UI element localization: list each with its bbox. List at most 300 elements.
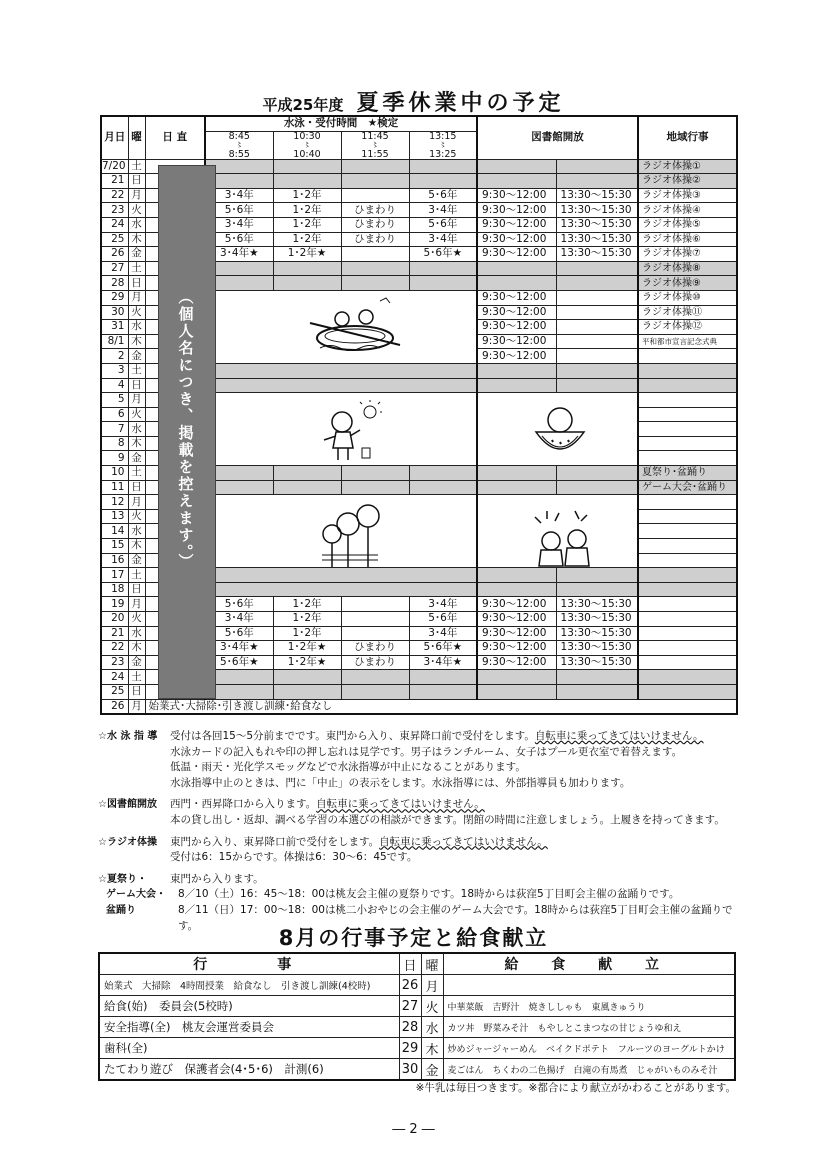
note-row xyxy=(98,729,738,745)
swim-closed-cell xyxy=(205,378,477,393)
local-event xyxy=(638,641,737,656)
row-date: 17 xyxy=(101,568,128,583)
note-warning: 自転車に乗ってきてはいけません。 xyxy=(316,798,485,811)
note-line: 西門・西昇降口から入ります。 xyxy=(170,798,317,811)
local-event: 平和都市宣言記念式典 xyxy=(638,334,737,349)
swim-slot: 5･6年★ xyxy=(205,655,273,670)
library-morning xyxy=(477,480,556,495)
row-dow: 日 xyxy=(128,276,145,291)
swim-slot: 3･4年★ xyxy=(409,655,477,670)
library-afternoon xyxy=(556,305,638,320)
library-afternoon: 13:30～15:30 xyxy=(556,217,638,232)
row-dow: 月 xyxy=(128,495,145,510)
note-row xyxy=(98,813,738,829)
slot-end: 11:55 xyxy=(361,148,389,160)
library-afternoon xyxy=(556,159,638,174)
library-morning: 9:30～12:00 xyxy=(477,217,556,232)
header-event: 行 事 xyxy=(99,953,399,975)
row-dow: 水 xyxy=(128,524,145,539)
swim-slot: 1･2年 xyxy=(273,203,341,218)
local-event xyxy=(638,407,737,422)
row-date: 8/1 xyxy=(101,334,128,349)
header-menu: 給 食 献 立 xyxy=(443,953,735,975)
local-event xyxy=(638,553,737,568)
row-date: 31 xyxy=(101,320,128,335)
library-morning: 9:30～12:00 xyxy=(477,612,556,627)
row-dow: 月 xyxy=(128,290,145,305)
boat-kids-illustration xyxy=(300,293,410,358)
swim-slot xyxy=(273,670,341,685)
row-dow: 月 xyxy=(128,699,145,714)
header-slot xyxy=(205,131,273,159)
note-label xyxy=(98,850,170,866)
row-dow: 土 xyxy=(128,261,145,276)
note-label xyxy=(98,745,170,761)
swim-slot: 5･6年 xyxy=(205,626,273,641)
lunch-menu: 麦ごはん ちくわの二色揚げ 白滝の有馬煮 じゃがいものみそ汁 xyxy=(443,1059,735,1081)
note-label: 盆踊り xyxy=(106,904,136,916)
swim-slot xyxy=(409,159,477,174)
swim-slot: 3･4年 xyxy=(205,188,273,203)
note-label: ☆ラジオ体操 xyxy=(98,836,157,848)
library-morning xyxy=(477,276,556,291)
swim-slot xyxy=(341,684,409,699)
swim-slot: 5･6年★ xyxy=(409,247,477,262)
swim-slot: ひまわり xyxy=(341,203,409,218)
swim-slot xyxy=(341,626,409,641)
swim-slot xyxy=(409,276,477,291)
row-date: 24 xyxy=(101,217,128,232)
slot-tilde: 〻 xyxy=(371,140,379,149)
title-main: 夏季休業中の予定 xyxy=(356,91,565,116)
row-date: 3 xyxy=(101,363,128,378)
swim-slot xyxy=(341,597,409,612)
library-afternoon xyxy=(556,276,638,291)
library-afternoon xyxy=(556,334,638,349)
swim-slot: 1･2年 xyxy=(273,232,341,247)
swim-slot: 3･4年★ xyxy=(205,641,273,656)
library-afternoon xyxy=(556,290,638,305)
row-dow: 火 xyxy=(128,203,145,218)
note-row xyxy=(98,797,738,813)
note-line: 低温・雨天・光化学スモッグなどで水泳指導が中止になることがあります。 xyxy=(170,761,526,774)
note-line: 水泳カードの記入もれや印の押し忘れは見学です。男子はランチルーム、女子はプール更衣室で着替えます。 xyxy=(170,745,683,758)
local-event xyxy=(638,539,737,554)
note-row xyxy=(98,776,738,792)
local-event xyxy=(638,684,737,699)
library-afternoon xyxy=(556,670,638,685)
row-date: 30 xyxy=(101,305,128,320)
note-text xyxy=(170,776,738,792)
swim-slot: 3･4年 xyxy=(205,612,273,627)
page-title xyxy=(0,86,827,117)
note-row xyxy=(98,835,738,851)
row-dow: 火 xyxy=(128,509,145,524)
slot-end: 8:55 xyxy=(228,148,250,160)
header-slot xyxy=(273,131,341,159)
swim-slot: 3･4年★ xyxy=(205,247,273,262)
lunch-menu: 中華菜飯 吉野汁 焼きししゃも 東風きゅうり xyxy=(443,996,735,1017)
swim-slot xyxy=(341,612,409,627)
note-text xyxy=(170,813,738,829)
library-afternoon xyxy=(556,582,638,597)
swim-slot: 3･4年 xyxy=(409,203,477,218)
note-warning: 自転車に乗ってきてはいけません。 xyxy=(379,835,548,848)
note-label: ☆水 泳 指 導 xyxy=(98,731,158,742)
row-date: 8 xyxy=(101,436,128,451)
note-line: 受付は各回15～5分前までです。東門から入り、東昇降口前で受付をします。 xyxy=(170,730,535,742)
header-slot xyxy=(341,131,409,159)
local-event xyxy=(638,393,737,408)
local-event: ゲーム大会･盆踊り xyxy=(638,480,737,495)
lunch-day: 29 xyxy=(399,1038,421,1059)
swim-slot: 1･2年 xyxy=(273,597,341,612)
swim-slot: 5･6年 xyxy=(409,612,477,627)
row-date: 26 xyxy=(101,699,128,714)
row-dow: 土 xyxy=(128,363,145,378)
note-line: 受付は6：15からです。体操は6：30～6：45です。 xyxy=(170,851,418,864)
local-event: ラジオ体操⑥ xyxy=(638,232,737,247)
library-morning xyxy=(477,261,556,276)
slot-start: 10:30 xyxy=(293,131,321,142)
row-date: 22 xyxy=(101,641,128,656)
row-dow: 水 xyxy=(128,320,145,335)
row-date: 16 xyxy=(101,553,128,568)
lunch-dow: 木 xyxy=(421,1038,443,1059)
swim-slot: ひまわり xyxy=(341,232,409,247)
row-dow: 火 xyxy=(128,305,145,320)
library-afternoon xyxy=(556,480,638,495)
row-dow: 火 xyxy=(128,407,145,422)
row-date: 21 xyxy=(101,626,128,641)
library-morning: 9:30～12:00 xyxy=(477,232,556,247)
library-morning xyxy=(477,174,556,189)
library-morning xyxy=(477,684,556,699)
note-line: 8／10（土）16：45～18：00は桃友会主催の夏祭りです。18時からは荻窪5丁目町会主催の盆踊りです。 xyxy=(178,888,680,901)
swim-slot xyxy=(273,159,341,174)
row-dow: 日 xyxy=(128,684,145,699)
library-morning xyxy=(477,670,556,685)
note-row xyxy=(98,760,738,776)
swim-slot xyxy=(341,261,409,276)
local-event xyxy=(638,349,737,364)
library-morning: 9:30～12:00 xyxy=(477,320,556,335)
row-dow: 土 xyxy=(128,568,145,583)
header-duty: 日 直 xyxy=(145,116,205,159)
local-event: ラジオ体操④ xyxy=(638,203,737,218)
library-afternoon: 13:30～15:30 xyxy=(556,626,638,641)
lunch-row xyxy=(99,1017,735,1038)
local-event xyxy=(638,670,737,685)
swim-slot: 3･4年 xyxy=(205,217,273,232)
swim-slot: 1･2年★ xyxy=(273,247,341,262)
row-date: 13 xyxy=(101,509,128,524)
row-dow: 日 xyxy=(128,378,145,393)
header-day: 日 xyxy=(399,953,421,975)
row-date: 19 xyxy=(101,597,128,612)
note-label: ☆夏祭り・ xyxy=(98,873,147,885)
swim-slot: 1･2年 xyxy=(273,217,341,232)
note-row xyxy=(98,872,738,888)
row-dow: 水 xyxy=(128,626,145,641)
swim-slot xyxy=(341,466,409,481)
row-dow: 日 xyxy=(128,582,145,597)
row-dow: 木 xyxy=(128,436,145,451)
row-dow: 木 xyxy=(128,232,145,247)
library-afternoon xyxy=(556,378,638,393)
lunch-dow: 月 xyxy=(421,975,443,996)
row-dow: 木 xyxy=(128,641,145,656)
library-morning: 9:30～12:00 xyxy=(477,334,556,349)
local-event xyxy=(638,582,737,597)
row-dow: 月 xyxy=(128,597,145,612)
header-dow: 曜 xyxy=(421,953,443,975)
swim-slot xyxy=(341,670,409,685)
notes-section xyxy=(98,729,738,940)
lunch-footnote: ※牛乳は毎日つきます。※都合により献立がかわることがあります。 xyxy=(415,1082,736,1094)
lunch-row xyxy=(99,996,735,1017)
local-event: ラジオ体操⑧ xyxy=(638,261,737,276)
row-date: 11 xyxy=(101,480,128,495)
slot-tilde: 〻 xyxy=(235,140,243,149)
note-text xyxy=(170,797,738,813)
swim-slot xyxy=(341,174,409,189)
swim-slot xyxy=(409,480,477,495)
local-event xyxy=(638,495,737,510)
note-line: 本の貸し出し・返却、調べる学習の本選びの相談ができます。閉館の時間に注意しましょう。上履きを持ってきます。 xyxy=(170,813,725,826)
lunch-event: 歯科(全) xyxy=(99,1038,399,1059)
library-morning: 9:30～12:00 xyxy=(477,655,556,670)
row-dow: 金 xyxy=(128,349,145,364)
local-event xyxy=(638,436,737,451)
lunch-row xyxy=(99,1059,735,1081)
local-event: ラジオ体操⑤ xyxy=(638,217,737,232)
header-date: 月日 xyxy=(101,116,128,159)
row-date: 12 xyxy=(101,495,128,510)
note-label xyxy=(98,813,170,829)
note-warning: 自転車に乗ってきてはいけません。 xyxy=(534,730,704,742)
local-event: ラジオ体操⑫ xyxy=(638,320,737,335)
library-morning: 9:30～12:00 xyxy=(477,188,556,203)
library-afternoon xyxy=(556,684,638,699)
note-line: 東門から入ります。 xyxy=(170,872,264,885)
duty-redacted-note: （個人名につき、掲載を控えます。） xyxy=(176,289,195,571)
local-event: ラジオ体操⑪ xyxy=(638,305,737,320)
local-event xyxy=(638,509,737,524)
row-date: 7/20 xyxy=(101,159,128,174)
row-dow: 月 xyxy=(128,393,145,408)
row-date: 18 xyxy=(101,582,128,597)
local-event: ラジオ体操⑨ xyxy=(638,276,737,291)
row-date: 23 xyxy=(101,203,128,218)
row-dow: 土 xyxy=(128,466,145,481)
library-afternoon xyxy=(556,363,638,378)
header-slot xyxy=(409,131,477,159)
row-dow: 金 xyxy=(128,451,145,466)
local-event xyxy=(638,524,737,539)
library-afternoon: 13:30～15:30 xyxy=(556,247,638,262)
lunch-day: 26 xyxy=(399,975,421,996)
row-date: 27 xyxy=(101,261,128,276)
swim-slot: 1･2年 xyxy=(273,612,341,627)
library-afternoon: 13:30～15:30 xyxy=(556,203,638,218)
library-afternoon xyxy=(556,466,638,481)
row-date: 20 xyxy=(101,612,128,627)
local-event: 夏祭り･盆踊り xyxy=(638,466,737,481)
library-afternoon xyxy=(556,261,638,276)
local-event xyxy=(638,655,737,670)
row-date: 14 xyxy=(101,524,128,539)
child-sun-illustration xyxy=(318,400,383,465)
swim-slot xyxy=(409,261,477,276)
row-dow: 金 xyxy=(128,553,145,568)
row-date: 25 xyxy=(101,232,128,247)
slot-end: 10:40 xyxy=(293,148,321,160)
note-text xyxy=(170,729,738,745)
swim-slot: 5･6年 xyxy=(409,188,477,203)
last-row-text: 始業式･大掃除･引き渡し訓練･給食なし xyxy=(145,699,737,714)
note-label: ☆図書館開放 xyxy=(98,799,157,811)
local-event xyxy=(638,626,737,641)
library-afternoon xyxy=(556,349,638,364)
lunch-day: 28 xyxy=(399,1017,421,1038)
note-row xyxy=(98,745,738,761)
swim-slot xyxy=(273,480,341,495)
header-swim: 水泳・受付時間 ★検定 xyxy=(205,116,477,131)
library-morning xyxy=(477,582,556,597)
swim-slot: ひまわり xyxy=(341,217,409,232)
library-afternoon: 13:30～15:30 xyxy=(556,612,638,627)
row-date: 4 xyxy=(101,378,128,393)
swim-slot xyxy=(409,174,477,189)
library-morning: 9:30～12:00 xyxy=(477,305,556,320)
row-date: 24 xyxy=(101,670,128,685)
slot-start: 13:15 xyxy=(429,131,457,142)
note-line: 水泳指導中止のときは、門に「中止」の表示をします。水泳指導には、外部指導員も加わります。 xyxy=(170,776,631,789)
note-label xyxy=(98,776,170,792)
row-date: 28 xyxy=(101,276,128,291)
swim-slot xyxy=(409,684,477,699)
sunflowers-illustration xyxy=(318,500,383,570)
note-row xyxy=(98,850,738,866)
library-morning xyxy=(477,159,556,174)
local-event xyxy=(638,568,737,583)
header-dow: 曜 xyxy=(128,116,145,159)
lunch-day: 30 xyxy=(399,1059,421,1081)
row-date: 29 xyxy=(101,290,128,305)
lunch-row xyxy=(99,1038,735,1059)
library-afternoon: 13:30～15:30 xyxy=(556,655,638,670)
note-line: 8／11（日）17：00～18：00は桃二小おやじの会主催のゲーム大会です。18時からは荻窪5丁目町会主催の盆踊りです。 xyxy=(178,903,733,932)
row-dow: 月 xyxy=(128,188,145,203)
local-event xyxy=(638,378,737,393)
lunch-menu: カツ丼 野菜みそ汁 もやしとこまつなの甘じょうゆ和え xyxy=(443,1017,735,1038)
slot-tilde: 〻 xyxy=(439,140,447,149)
row-dow: 土 xyxy=(128,159,145,174)
lunch-day: 27 xyxy=(399,996,421,1017)
row-dow: 木 xyxy=(128,334,145,349)
note-text xyxy=(170,760,738,776)
lunch-menu xyxy=(443,975,735,996)
row-date: 5 xyxy=(101,393,128,408)
lunch-event: たてわり遊び 保護者会(4･5･6) 計測(6) xyxy=(99,1059,399,1081)
swim-slot xyxy=(409,670,477,685)
library-morning: 9:30～12:00 xyxy=(477,247,556,262)
swim-slot xyxy=(273,276,341,291)
watermelon-illustration xyxy=(528,402,593,462)
slot-start: 11:45 xyxy=(361,131,389,142)
lunch-dow: 水 xyxy=(421,1017,443,1038)
local-event: ラジオ体操② xyxy=(638,174,737,189)
swim-slot: 5･6年 xyxy=(409,217,477,232)
swim-slot xyxy=(409,466,477,481)
row-date: 2 xyxy=(101,349,128,364)
library-morning: 9:30～12:00 xyxy=(477,626,556,641)
swim-slot xyxy=(273,174,341,189)
local-event: ラジオ体操③ xyxy=(638,188,737,203)
swim-slot xyxy=(341,188,409,203)
swim-slot: 1･2年★ xyxy=(273,641,341,656)
note-text xyxy=(170,872,738,888)
row-dow: 水 xyxy=(128,217,145,232)
header-library: 図書館開放 xyxy=(477,116,638,159)
library-afternoon: 13:30～15:30 xyxy=(556,232,638,247)
slot-end: 13:25 xyxy=(429,148,457,160)
swim-closed-cell xyxy=(205,363,477,378)
library-afternoon xyxy=(556,174,638,189)
row-date: 6 xyxy=(101,407,128,422)
note-line: 東門から入り、東昇降口前で受付をします。 xyxy=(170,835,380,848)
swim-slot xyxy=(341,480,409,495)
library-morning: 9:30～12:00 xyxy=(477,597,556,612)
local-event xyxy=(638,422,737,437)
swim-slot xyxy=(341,159,409,174)
swim-slot: 5･6年 xyxy=(205,232,273,247)
swim-slot: 5･6年 xyxy=(205,597,273,612)
header-local: 地域行事 xyxy=(638,116,737,159)
swim-slot: 3･4年 xyxy=(409,597,477,612)
library-afternoon: 13:30～15:30 xyxy=(556,641,638,656)
lunch-menu: 炒めジャージャーめん ベイクドポテト フルーツのヨーグルトかけ xyxy=(443,1038,735,1059)
row-dow: 木 xyxy=(128,539,145,554)
row-date: 25 xyxy=(101,684,128,699)
row-date: 10 xyxy=(101,466,128,481)
library-afternoon: 13:30～15:30 xyxy=(556,597,638,612)
library-morning xyxy=(477,378,556,393)
row-dow: 土 xyxy=(128,670,145,685)
swim-slot: 5･6年 xyxy=(205,203,273,218)
swim-slot xyxy=(273,684,341,699)
local-event: ラジオ体操⑩ xyxy=(638,290,737,305)
swim-slot: 3･4年 xyxy=(409,232,477,247)
row-date: 15 xyxy=(101,539,128,554)
row-dow: 日 xyxy=(128,480,145,495)
row-dow: 金 xyxy=(128,247,145,262)
title-year: 平成25年度 xyxy=(262,96,344,114)
local-event xyxy=(638,612,737,627)
swim-slot: ひまわり xyxy=(341,641,409,656)
row-date: 26 xyxy=(101,247,128,262)
row-date: 21 xyxy=(101,174,128,189)
library-afternoon: 13:30～15:30 xyxy=(556,188,638,203)
row-dow: 日 xyxy=(128,174,145,189)
note-text xyxy=(170,850,738,866)
note-text xyxy=(170,745,738,761)
row-date: 9 xyxy=(101,451,128,466)
lunch-table xyxy=(98,952,736,1081)
note-text xyxy=(178,887,738,903)
row-date: 22 xyxy=(101,188,128,203)
